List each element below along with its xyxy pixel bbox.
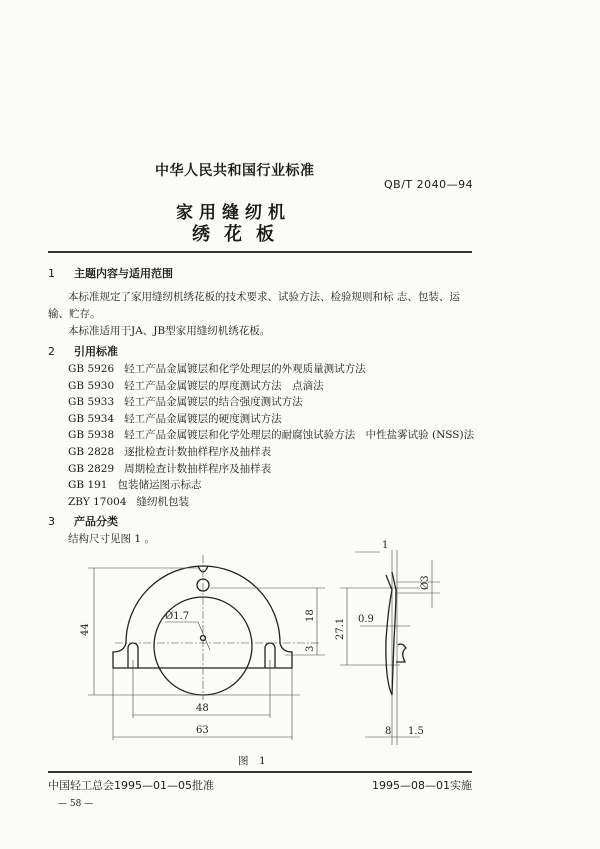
dim-8: 8 [385,726,392,737]
approval-date: 中国轻工总会1995—01—05批准 [48,779,214,792]
reference-code: ZBY 17004 [68,495,127,508]
dim-dia-3: Ø3 [420,575,431,590]
reference-title: 轻工产品金属镀层的结合强度测试方法 [124,396,303,409]
dim-44: 44 [80,623,91,636]
reference-title: 轻工产品金属镀层的硬度测试方法 [124,412,282,425]
reference-title: 缝纫机包装 [136,495,189,508]
section-1-paragraph: 输、贮存。 [48,308,101,320]
side-profile [386,572,406,695]
standard-code: QB/T 2040—94 [384,178,474,191]
dim-63: 63 [196,725,209,736]
dim-18: 18 [305,609,316,622]
figure-caption: 图 1 [238,755,266,767]
dim-27-1: 27.1 [335,617,346,640]
page-number: — 58 — [58,799,94,809]
section-1-paragraph: 本标准适用于JA、JB型家用缝纫机绣花板。 [68,325,271,337]
reference-code: GB 5934 [68,412,115,425]
reference-code: GB 2828 [68,446,115,458]
reference-title: 周期检查计数抽样程序及抽样表 [124,462,272,475]
reference-code: GB 5930 [68,379,115,392]
dim-3: 3 [305,645,316,652]
reference-code: GB 5926 [68,363,115,375]
reference-title: 轻工产品金属镀层和化学处理层的耐腐蚀试验方法 中性盐雾试验 (NSS)法 [124,429,475,442]
reference-code: GB 5933 [68,396,115,409]
section-3-heading: 3 产品分类 [48,515,118,528]
section-2-heading: 2 引用标准 [48,345,118,358]
title-line-1: 家用缝纫机 [176,203,291,223]
title-line-2: 绣花板 [192,224,288,245]
section-1-heading: 1 主题内容与适用范围 [48,267,173,280]
effective-date: 1995—08—01实施 [372,779,472,792]
reference-title: 轻工产品金属镀层和化学处理层的外观质量测试方法 [124,363,366,375]
dim-1-5: 1.5 [408,726,424,737]
reference-title: 轻工产品金属镀层的厚度测试方法 点滴法 [124,379,324,392]
dim-1: 1 [382,540,389,551]
dim-48: 48 [196,703,209,714]
section-3-paragraph: 结构尺寸见图 1 。 [68,533,155,545]
reference-title: 逐批检查计数抽样程序及抽样表 [124,446,272,458]
dim-pin-dia: Ø1.7 [165,611,190,622]
dim-0-9: 0.9 [358,614,374,625]
reference-code: GB 2829 [68,462,115,475]
reference-title: 包装储运图示标志 [117,479,202,492]
section-1-paragraph: 本标准规定了家用缝纫机绣花板的技术要求、试验方法、检验规则和标 志、包装、运 [68,291,460,303]
reference-code: GB 191 [68,479,108,492]
footer-divider [48,771,472,773]
standard-category: 中华人民共和国行业标准 [155,163,315,179]
reference-code: GB 5938 [68,429,115,442]
